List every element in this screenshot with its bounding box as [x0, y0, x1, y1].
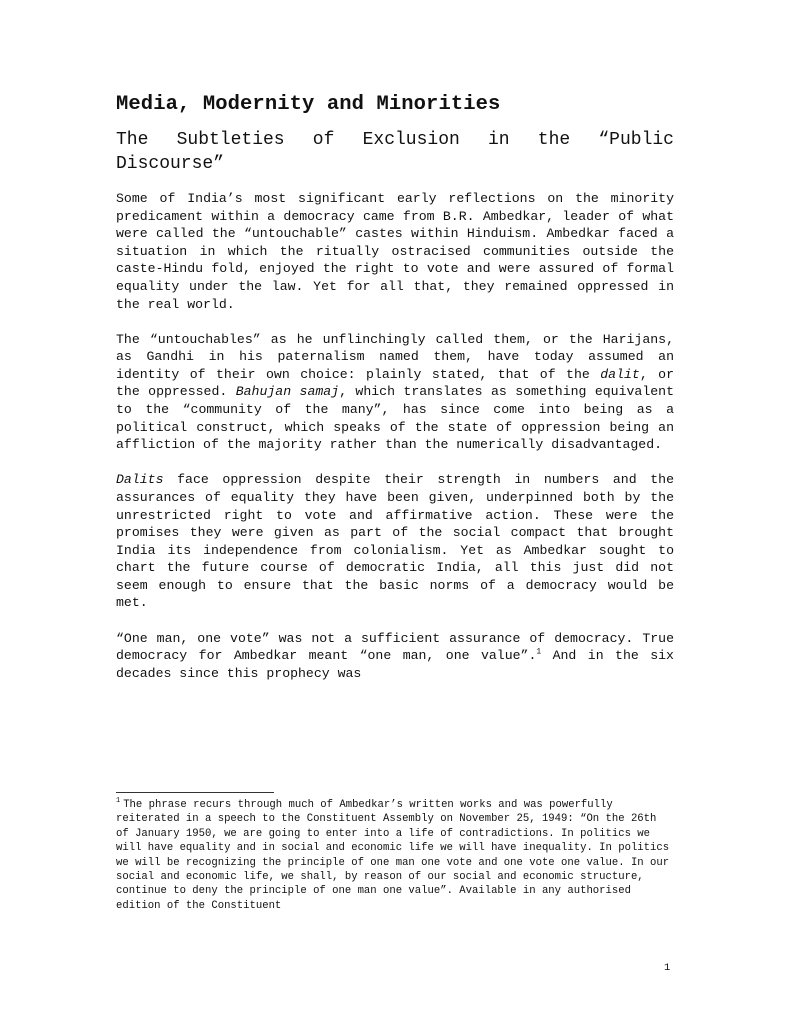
body-text: [116, 190, 674, 682]
paragraph-3-italic-dalits: Dalits: [116, 472, 164, 488]
paragraph-3-text: face oppression despite their strength in numbers and the assurances of equality they have been given, underpinned both by the unrestricted right to vote and affirmative action. These were the promises they were given as part of the social compact that brought India its independence from colonialism. Yet as Ambedkar sought to chart the future course of democratic India, all this just did not seem enough to ensure that the basic norms of a democracy would be met.: [116, 472, 674, 611]
paragraph-2-italic-bahujan-samaj: Bahujan samaj: [235, 384, 340, 400]
paragraph-3: [116, 471, 674, 612]
footnote-text: The phrase recurs through much of Ambedkar’s written works and was powerfully reiterated in a speech to the Constituent Assembly on November 25, 1949: “On the 26th of January 1950, we are going to enter into a life of contradictions. In politics we will have equality and in social and economic life we will have inequality. In politics we will be recognizing the principle of one man one vote and one vote one value. In our social and economic life, we shall, by reason of our social and economic structure, continue to deny the principle of one man one value”. Available in any authorised edition of the Constituent: [116, 799, 670, 912]
footnote-marker: 1: [116, 797, 121, 806]
main-content: [116, 92, 674, 700]
paragraph-4-text-a: “One man, one vote” was not a sufficient assurance of democracy. True democracy for Ambedkar meant “one man, one value”.: [116, 630, 674, 664]
paragraph-2-text-c: , which translates as something equivalent to the “community of the many”, has since come into being as a political construct, which speaks of the state of oppression being an affliction of the majority rather than the numerically disadvantaged.: [116, 384, 674, 453]
section-subtitle: The Subtleties of Exclusion in the “Public Discourse”: [116, 130, 674, 174]
footnote: [116, 798, 674, 913]
paragraph-2-text-a: The “untouchables” as he unflinchingly called them, or the Harijans, as Gandhi in his paternalism named them, have today assumed an identity of their own choice: plainly stated, that of the: [116, 331, 674, 382]
footnote-reference[interactable]: 1: [536, 647, 542, 657]
paragraph-1: Some of India’s most significant early reflections on the minority predicament within a democracy came from B.R. Ambedkar, leader of what were called the “untouchable” castes within Hinduism. Ambedkar faced a situation in which the ritually ostracised communities outside the caste-Hindu fold, enjoyed the right to vote and were assured of formal equality under the law. Yet for all that, they remained oppressed in the real world.: [116, 191, 674, 312]
page-title: Media, Modernity and Minorities: [116, 93, 501, 116]
paragraph-2-text-b: , or the oppressed.: [116, 366, 675, 400]
paragraph-4: [116, 630, 674, 683]
footnote-separator: [116, 792, 274, 793]
page-number: 1: [664, 962, 671, 974]
paragraph-2-italic-dalit: dalit: [600, 366, 640, 382]
paragraph-2: [116, 331, 674, 454]
paragraph-4-text-b: And in the six decades since this prophecy was: [116, 648, 674, 681]
